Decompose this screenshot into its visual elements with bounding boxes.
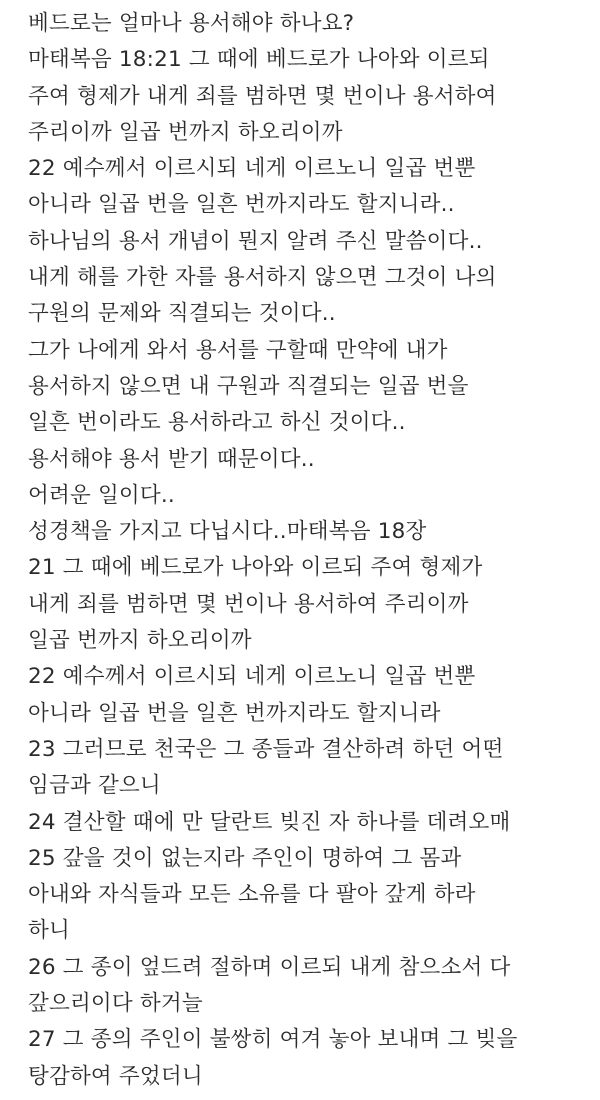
text-line: 어려운 일이다.. bbox=[28, 482, 175, 508]
text-line: 임금과 같으니 bbox=[28, 773, 161, 799]
text-line: 내게 죄를 범하면 몇 번이나 용서하여 주리이까 bbox=[28, 591, 469, 617]
text-line: 23 그러므로 천국은 그 종들과 결산하려 하던 어떤 bbox=[28, 736, 504, 762]
text-line: 주여 형제가 내게 죄를 범하면 몇 번이나 용서하여 bbox=[28, 83, 497, 109]
text-line-title: 베드로는 얼마나 용서해야 하나요? bbox=[28, 11, 355, 36]
text-line: 용서하지 않으면 내 구원과 직결되는 일곱 번을 bbox=[28, 373, 469, 399]
text-line: 내게 해를 가한 자를 용서하지 않으면 그것이 나의 bbox=[28, 265, 497, 291]
text-line: 24 결산할 때에 만 달란트 빚진 자 하나를 데려오매 bbox=[28, 809, 511, 835]
text-line: 주리이까 일곱 번까지 하오리이까 bbox=[28, 119, 343, 145]
text-line: 아내와 자식들과 모든 소유를 다 팔아 갚게 하라 bbox=[28, 882, 476, 908]
text-line: 22 예수께서 이르시되 네게 이르노니 일곱 번뿐 bbox=[28, 156, 476, 182]
text-line: 일흔 번이라도 용서하라고 하신 것이다.. bbox=[28, 410, 406, 436]
text-line: 갚으리이다 하거늘 bbox=[28, 991, 203, 1017]
post-body bbox=[28, 6, 586, 1095]
text-line: 22 예수께서 이르시되 네게 이르노니 일곱 번뿐 bbox=[28, 664, 476, 690]
text-line: 성경책을 가지고 다닙시다..마태복음 18장 bbox=[28, 519, 427, 545]
text-line: 26 그 종이 엎드려 절하며 이르되 내게 참으소서 다 bbox=[28, 954, 511, 980]
text-line: 하니 bbox=[28, 918, 70, 944]
text-line: 그가 나에게 와서 용서를 구할때 만약에 내가 bbox=[28, 337, 448, 363]
text-line: 탕감하여 주었더니 bbox=[28, 1063, 203, 1089]
text-line: 용서해야 용서 받기 때문이다.. bbox=[28, 446, 315, 472]
text-line: 아니라 일곱 번을 일흔 번까지라도 할지니라 bbox=[28, 700, 441, 726]
text-line: 27 그 종의 주인이 불쌍히 여겨 놓아 보내며 그 빚을 bbox=[28, 1027, 518, 1053]
text-line: 구원의 문제와 직결되는 것이다.. bbox=[28, 301, 336, 327]
text-line: 하나님의 용서 개념이 뭔지 알려 주신 말씀이다.. bbox=[28, 228, 483, 254]
text-line: 25 갚을 것이 없는지라 주인이 명하여 그 몸과 bbox=[28, 845, 462, 871]
text-line: 21 그 때에 베드로가 나아와 이르되 주여 형제가 bbox=[28, 555, 483, 581]
text-line: 마태복음 18:21 그 때에 베드로가 나아와 이르되 bbox=[28, 47, 490, 73]
text-line: 일곱 번까지 하오리이까 bbox=[28, 628, 252, 654]
text-line: 아니라 일곱 번을 일흔 번까지라도 할지니라.. bbox=[28, 192, 455, 218]
